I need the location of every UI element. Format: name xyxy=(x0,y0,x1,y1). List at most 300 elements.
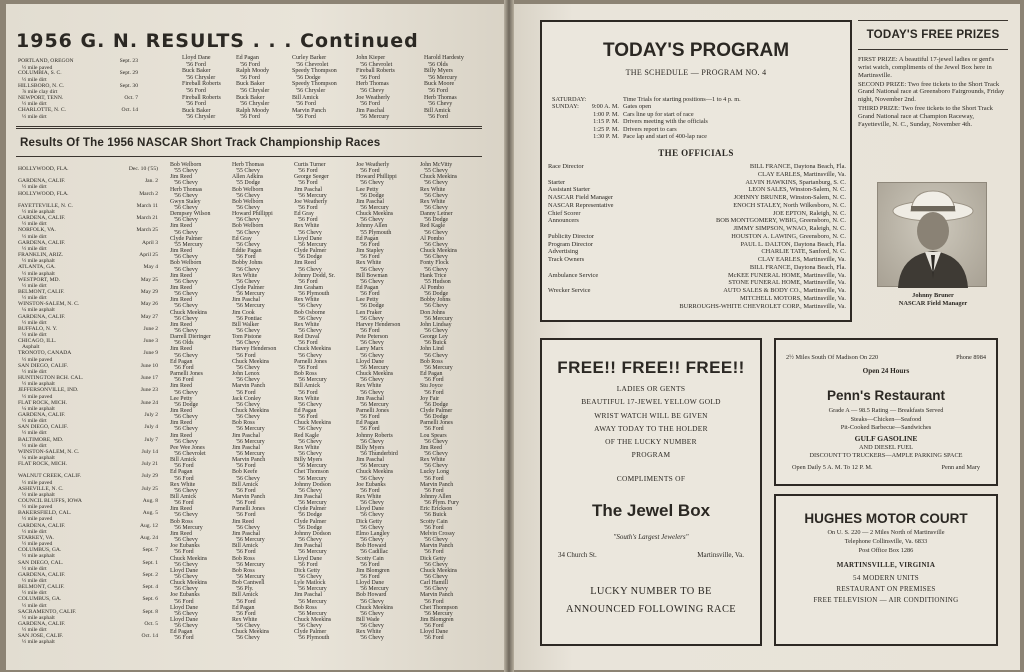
car-model: '56 Chevy xyxy=(360,266,384,273)
hughes-feature: RESTAURANT ON PREMISES xyxy=(836,584,936,593)
car-model: '56 Ford xyxy=(174,549,194,556)
driver-name: Jim Reed xyxy=(170,272,193,279)
venue-track: ½ mile dirt xyxy=(22,282,47,289)
car-model: '56 Chevy xyxy=(236,414,260,421)
car-model: '56 Ford xyxy=(360,573,380,580)
schedule-event: Drivers report to cars xyxy=(623,125,677,133)
penn-name: Penn's Restaurant xyxy=(827,388,945,404)
venue-track: ½ mile dirt xyxy=(22,368,47,375)
finisher-entry xyxy=(420,162,484,174)
driver-name: Joe Eubanks xyxy=(170,592,200,599)
venue-date: Sept. 2 xyxy=(142,571,158,578)
finisher-entry xyxy=(232,592,296,604)
car-model: '56 Ford xyxy=(298,180,318,187)
venue-track: ½ mile paved xyxy=(22,479,53,486)
car-model: '56 Ford xyxy=(174,377,194,384)
car-model: '56 Chevy xyxy=(236,217,260,224)
car-model: '56 Mercury xyxy=(298,192,327,199)
driver-name: Larry Marx xyxy=(356,346,384,353)
finisher-entry xyxy=(232,457,296,469)
finisher-entry xyxy=(232,162,296,174)
car-model: '56 Chevy xyxy=(424,450,448,457)
car-model: '56 Chevy xyxy=(298,401,322,408)
venue-date: March 11 xyxy=(136,202,158,209)
official-role: NASCAR Representative xyxy=(548,201,614,209)
official-role: Wrecker Service xyxy=(548,287,591,294)
finisher-entry xyxy=(294,187,358,199)
finisher-entry xyxy=(356,396,420,408)
finisher-entry xyxy=(420,211,484,223)
car-model: '56 Chevy xyxy=(360,217,384,224)
gn-result-column xyxy=(236,55,300,121)
car-model: '56 Chevy xyxy=(174,610,198,617)
prize-item: FIRST PRIZE: A beautiful 17-jewel ladies or gent's wrist watch, compliments of the Jewel Box here in Martinsville. xyxy=(858,56,995,79)
car-model: '56 Chevy xyxy=(174,537,198,544)
venue-entry xyxy=(18,609,158,621)
car-model: '56 Ford xyxy=(236,598,256,605)
official-name: CLAY EARLES, Martinsville, Va. xyxy=(757,256,846,263)
driver-name: Clyde Palmer xyxy=(232,284,265,291)
finisher-entry xyxy=(420,543,484,555)
finisher-entry xyxy=(356,273,420,285)
car-model: '56 Chevrolet xyxy=(360,61,393,68)
penn-phone: Phone 8984 xyxy=(956,354,986,361)
driver-name: Curley Barker xyxy=(292,55,327,61)
venue-date: March 25 xyxy=(136,227,158,234)
venue-name: GARDENA, CALIF. xyxy=(18,620,66,627)
official-name: MITCHELL MOTORS, Martinsville, Va. xyxy=(739,294,846,302)
venue-entry xyxy=(18,83,138,95)
finisher-entry xyxy=(170,519,234,531)
finisher-entry xyxy=(294,617,358,629)
venue-name: SACRAMENTO, CALIF. xyxy=(18,608,77,615)
car-model: '56 Chevy xyxy=(236,278,260,285)
official-role: Publicity Director xyxy=(548,232,594,240)
venue-entry xyxy=(18,633,158,645)
venue-entry xyxy=(18,191,158,203)
driver-name: Chuck Meekins xyxy=(356,211,394,218)
official-role: Race Director xyxy=(548,163,584,170)
driver-name: Red Kagle xyxy=(294,432,320,439)
car-model: '56 Chevy xyxy=(360,524,384,531)
car-model: '56 Plym. Fury xyxy=(424,500,459,507)
car-model: '56 Chevy xyxy=(424,205,448,212)
driver-name: Curtis Turner xyxy=(294,162,326,168)
driver-name: Chuck Meekins xyxy=(356,371,394,378)
finisher-entry xyxy=(170,420,234,432)
car-model: '56 Chevy xyxy=(360,500,384,507)
jewel-box-ad xyxy=(540,338,762,646)
car-model: '56 Mercury xyxy=(360,205,389,212)
gn-result-column xyxy=(424,55,488,121)
driver-name: Rex White xyxy=(232,616,258,623)
finisher-entry xyxy=(170,629,234,641)
finisher-entry xyxy=(420,482,484,494)
venue-track: ½ mile dirt xyxy=(22,76,47,83)
finisher-entry xyxy=(232,248,296,260)
driver-name: Ed Pagan xyxy=(232,604,255,611)
car-model: '56 Ford xyxy=(360,561,380,568)
car-model: '56 Chrysler xyxy=(296,87,326,94)
finisher-entry xyxy=(232,199,296,211)
finisher-entry xyxy=(294,211,358,223)
official-role: Program Director xyxy=(548,240,593,248)
venue-name: NEWPORT, TENN. xyxy=(18,94,64,101)
venue-track: ½ mile dirt xyxy=(22,565,47,572)
hughes-motor-court-ad xyxy=(774,494,998,646)
driver-name: Chuck Meekins xyxy=(294,346,332,353)
finisher-entry xyxy=(294,494,358,506)
finisher-entry xyxy=(420,519,484,531)
prize-item: THIRD PRIZE: Two free tickets to the Short Track Grand National race at Champion Raceway, Fayetteville, N. C., Sunday, November 4th. xyxy=(858,105,993,128)
free-body-line: BEAUTIFUL 17-JEWEL YELLOW GOLD xyxy=(581,397,721,407)
car-model: '56 Chrysler xyxy=(186,114,216,121)
official-row xyxy=(548,210,846,218)
car-model: '56 Ford xyxy=(360,426,380,433)
driver-name: Bill Amick xyxy=(232,592,259,599)
driver-name: Chuck Meekins xyxy=(356,469,394,476)
venue-track: ¼ mile asphalt xyxy=(22,405,55,412)
finisher-entry xyxy=(294,359,358,371)
driver-name: Billy Myers xyxy=(424,68,453,75)
finisher-entry xyxy=(356,556,420,568)
car-model: '56 Ford xyxy=(424,549,444,556)
car-model: '56 Chevy xyxy=(174,278,198,285)
finisher-entry xyxy=(294,383,358,395)
hughes-name: HUGHES MOTOR COURT xyxy=(804,511,968,526)
venue-date: Sept. 4 xyxy=(142,584,158,591)
venue-date: Aug. 24 xyxy=(139,534,158,541)
venue-track: ¼ mile asphalt xyxy=(22,307,55,314)
official-row xyxy=(548,163,846,171)
car-model: '56 Chevy xyxy=(428,101,453,108)
driver-name: Bob Ross xyxy=(170,518,193,525)
finisher-entry xyxy=(356,285,420,297)
finisher-entry xyxy=(294,543,358,555)
venue-date: Oct. 7 xyxy=(124,94,138,101)
driver-name: Melvin Crossy xyxy=(420,530,455,537)
driver-name: Joe Weatherly xyxy=(356,162,390,168)
finisher-entry xyxy=(356,199,420,211)
car-model: '56 Chevy xyxy=(174,291,198,298)
venue-name: CHICAGO, ILL. xyxy=(18,338,57,345)
driver-name: John McVitty xyxy=(420,162,453,168)
driver-name: Jim Reed xyxy=(170,420,193,427)
driver-name: Fireball Roberts xyxy=(182,81,221,88)
car-model: '56 Mercury xyxy=(236,573,265,580)
driver-name: Rex White xyxy=(294,321,320,328)
driver-name: Herb Thomas xyxy=(356,81,389,88)
driver-name: Jim Paschal xyxy=(356,198,384,205)
finisher-entry xyxy=(356,248,420,260)
venue-entry xyxy=(18,58,138,70)
car-model: '56 Mercury xyxy=(298,241,327,248)
official-role: Chief Scorer xyxy=(548,209,581,217)
venue-entry xyxy=(18,326,158,338)
car-model: '56 Chevy xyxy=(298,537,322,544)
venue-date: March 21 xyxy=(136,215,158,222)
finisher-entry xyxy=(356,506,420,518)
venue-entry xyxy=(18,363,158,375)
finisher-entry xyxy=(420,273,484,285)
finisher-entry xyxy=(232,334,296,346)
venue-track: ½ mile dirt xyxy=(22,430,47,437)
hughes-details xyxy=(776,528,996,556)
finisher-entry xyxy=(420,556,484,568)
finisher-entry xyxy=(170,605,234,617)
official-row xyxy=(548,256,846,264)
driver-name: Jim Reed xyxy=(294,260,317,267)
finisher-entry xyxy=(356,494,420,506)
venue-name: COLUMBIA, S. C. xyxy=(18,70,62,77)
venue-name: PORTLAND, OREGON xyxy=(18,58,74,64)
driver-name: Rex White xyxy=(420,186,446,193)
car-model: '56 Chevy xyxy=(174,623,198,630)
penn-detail-line: Grade A — 98.5 Rating — Breakfasts Served xyxy=(828,407,944,415)
finisher-entry xyxy=(420,396,484,408)
driver-name: Rex White xyxy=(356,629,382,636)
driver-name: Clyde Palmer xyxy=(170,235,203,242)
official-row xyxy=(548,248,846,256)
car-model: '56 Plymouth xyxy=(298,635,330,642)
car-model: '56 Dodge xyxy=(360,303,385,310)
free-body xyxy=(542,382,760,462)
finisher-entry xyxy=(294,629,358,641)
official-role: Ambulance Service xyxy=(548,271,599,279)
venue-name: WESTPORT, MD. xyxy=(18,276,60,283)
venue-entry xyxy=(18,596,158,608)
divider-rule xyxy=(858,49,1008,50)
venue-track: ½ mile dirt xyxy=(22,245,47,252)
divider-rule xyxy=(16,126,482,127)
venue-entry xyxy=(18,70,138,82)
schedule-list xyxy=(552,96,842,140)
driver-name: Lucky Long xyxy=(420,469,449,476)
car-model: '56 Chevy xyxy=(174,266,198,273)
driver-name: Buck Moore xyxy=(424,81,455,88)
car-model: '56 Ford xyxy=(298,414,318,421)
finisher-entry xyxy=(356,297,420,309)
car-model: '56 Chevy xyxy=(298,328,322,335)
venue-name: GARDENA, CALIF. xyxy=(18,571,66,578)
finisher-entry xyxy=(170,617,234,629)
car-model: '56 Dodge xyxy=(424,217,449,224)
divider-rule xyxy=(858,20,1008,21)
official-name: CLAY EARLES, Martinsville, Va. xyxy=(757,170,846,178)
driver-name: Ed Pagan xyxy=(170,469,193,476)
finisher-entry xyxy=(356,211,420,223)
driver-name: Pete Peterson xyxy=(356,334,388,341)
car-model: '56 Ford xyxy=(428,87,448,94)
car-model: '56 Chevy xyxy=(174,561,198,568)
official-name: PAUL L. DALTON, Daytona Beach, Fla. xyxy=(740,240,846,248)
car-model: '56 Ford xyxy=(240,61,260,68)
finisher-entry xyxy=(294,236,358,248)
venue-entry xyxy=(18,375,158,387)
driver-name: Jim Reed xyxy=(170,248,193,255)
venue-track: ½ mile asphalt xyxy=(22,209,55,216)
schedule-row xyxy=(552,103,842,110)
official-row xyxy=(548,233,846,241)
schedule-day: SUNDAY: xyxy=(552,103,579,111)
driver-name: Jim Paschal xyxy=(232,444,260,451)
car-model: '56 Chevy xyxy=(360,87,385,94)
car-model: '56 Mercury xyxy=(298,586,327,593)
finisher-entry xyxy=(294,408,358,420)
finisher-entry xyxy=(232,531,296,543)
finisher-entry xyxy=(294,580,358,592)
penn-hours: Open 24 Hours xyxy=(862,366,910,375)
car-model: '56 Ford xyxy=(236,463,256,470)
finisher-entry xyxy=(232,617,296,629)
car-model: '56 Ford xyxy=(298,278,318,285)
venue-date: July 14 xyxy=(141,448,158,455)
car-model: '56 Ford xyxy=(360,74,380,81)
venue-date: May 29 xyxy=(140,288,158,295)
car-model: '56 Chrysler xyxy=(186,74,216,81)
finisher-entry xyxy=(170,223,234,235)
driver-name: Fonty Flock xyxy=(420,260,449,267)
venue-entry xyxy=(18,314,158,326)
car-model: '56 Ford xyxy=(236,512,256,519)
car-model: '56 Dodge xyxy=(424,291,449,298)
car-model: '56 Ford xyxy=(360,101,380,108)
venue-entry xyxy=(18,178,158,190)
finisher-entry xyxy=(170,457,234,469)
venue-name: ASHEVILLE, N. C. xyxy=(18,485,64,492)
driver-name: Jim Paschal xyxy=(232,432,260,439)
driver-name: Bill Amick xyxy=(232,543,259,550)
finisher-entry xyxy=(232,187,296,199)
finisher-entry xyxy=(294,260,358,272)
car-model: '56 Mercury xyxy=(236,291,265,298)
finisher-entry xyxy=(356,223,420,235)
finisher-entry xyxy=(420,297,484,309)
venue-track: ½ mile paved xyxy=(22,541,53,548)
car-model: '56 Mercury xyxy=(298,500,327,507)
driver-name: Chuck Meekins xyxy=(170,309,208,316)
finisher-entry xyxy=(170,260,234,272)
venue-entry xyxy=(18,584,158,596)
car-model: '56 Chevy xyxy=(424,254,448,261)
finisher-entry xyxy=(232,236,296,248)
car-model: '56 Ford xyxy=(174,364,194,371)
finisher-entry xyxy=(232,445,296,457)
venue-entry xyxy=(18,449,158,461)
finisher-entry xyxy=(356,445,420,457)
car-model: '56 Chrysler xyxy=(240,87,270,94)
finisher-entry xyxy=(232,408,296,420)
schedule-event: Pace lap and start of 400-lap race xyxy=(623,133,707,141)
official-role: Assistant Starter xyxy=(548,186,591,194)
driver-name: Joy Fair xyxy=(420,395,440,402)
finisher-entry xyxy=(420,605,484,617)
venue-track: ½ mile dirt xyxy=(22,184,47,191)
official-name: CHARLIE TATE, Sanford, N. C. xyxy=(761,248,846,256)
driver-name: Johnny Dodson xyxy=(294,530,331,537)
car-model: '56 Ford xyxy=(240,114,260,121)
venue-track: ½ mile asphalt xyxy=(22,614,55,621)
car-model: '56 Dodge xyxy=(174,401,199,408)
schedule-time: 1:15 P. M. xyxy=(593,118,619,126)
car-model: '56 Mercury xyxy=(236,537,265,544)
venue-entry xyxy=(18,412,158,424)
photo-caption xyxy=(858,292,1008,307)
penn-detail-line: Steaks—Chicken—Seafood xyxy=(850,415,922,423)
driver-name: John Lindsay xyxy=(420,321,452,328)
driver-name: Bob Cantwell xyxy=(232,580,265,587)
driver-name: Bob Welborn xyxy=(232,186,264,193)
penn-location: 2½ Miles South Of Madison On 220 xyxy=(786,354,879,361)
car-model: '56 Ford xyxy=(298,205,318,212)
car-model: '56 Chevy xyxy=(298,266,322,273)
venue-entry xyxy=(18,289,158,301)
schedule-day xyxy=(552,118,589,125)
car-model: '56 Mercury xyxy=(360,401,389,408)
car-model: '56 Chevy xyxy=(174,229,198,236)
driver-name: Ed Gray xyxy=(294,211,314,218)
finisher-entry xyxy=(170,396,234,408)
finisher-entry xyxy=(420,199,484,211)
finisher-entry xyxy=(232,174,296,186)
venue-date: June 3 xyxy=(143,338,158,345)
driver-name: Parnelli Jones xyxy=(420,420,453,427)
driver-name: Rex White xyxy=(170,481,196,488)
car-model: '56 Pontiac xyxy=(236,315,263,322)
driver-name: Ed Pagan xyxy=(170,358,193,365)
venue-track: ½ mile dirt xyxy=(22,101,47,108)
car-model: '56 Ford xyxy=(360,241,380,248)
hughes-detail-line: Telephone Collinsville, Va. 6833 xyxy=(844,538,928,546)
official-name: JIMMY SIMPSON, WNAO, Raleigh, N. C. xyxy=(733,225,846,232)
car-model: '56 Ford xyxy=(174,598,194,605)
hughes-detail-line: Post Office Box 1286 xyxy=(858,547,914,555)
venue-entry xyxy=(18,203,158,215)
finisher-entry xyxy=(170,371,234,383)
driver-name: Elmo Langley xyxy=(356,530,390,537)
free-body-line: AWAY TODAY TO THE HOLDER xyxy=(594,423,708,433)
venue-name: GARDENA, CALIF. xyxy=(18,215,66,222)
driver-name: Marvin Panch xyxy=(232,494,266,501)
car-model: '56 Ford xyxy=(424,377,444,384)
venue-date: Sept. 7 xyxy=(142,547,158,554)
venue-entry xyxy=(18,387,158,399)
car-model: '56 Chevy xyxy=(360,598,384,605)
venue-date: Dec. 10 ('55) xyxy=(128,166,158,172)
driver-name: Ed Pagan xyxy=(356,284,379,291)
schedule-event: Time Trials for starting positions—1 to 4 p. m. xyxy=(623,96,741,103)
driver-name: Al Pombo xyxy=(420,284,445,291)
finisher-entry xyxy=(356,187,420,199)
finisher-entry xyxy=(232,580,296,592)
car-model: '56 Chevy xyxy=(360,512,384,519)
car-model: '56 Chevy xyxy=(424,438,448,445)
car-model: '56 Chevy xyxy=(424,328,448,335)
car-model: '56 Mercury xyxy=(424,315,453,322)
car-model: '56 Ford xyxy=(298,561,318,568)
car-model: '56 Chevy xyxy=(360,635,384,642)
finisher-entry xyxy=(232,556,296,568)
finisher-entry xyxy=(294,346,358,358)
finisher-entry xyxy=(170,592,234,604)
driver-name: Jim Reed xyxy=(170,407,193,414)
finisher-entry xyxy=(170,248,234,260)
official-row xyxy=(548,171,846,179)
finisher-entry xyxy=(420,223,484,235)
driver-name: Dick Getty xyxy=(294,567,321,574)
driver-name: Buck Baker xyxy=(236,81,265,88)
driver-name: Jim Reed xyxy=(170,383,193,390)
